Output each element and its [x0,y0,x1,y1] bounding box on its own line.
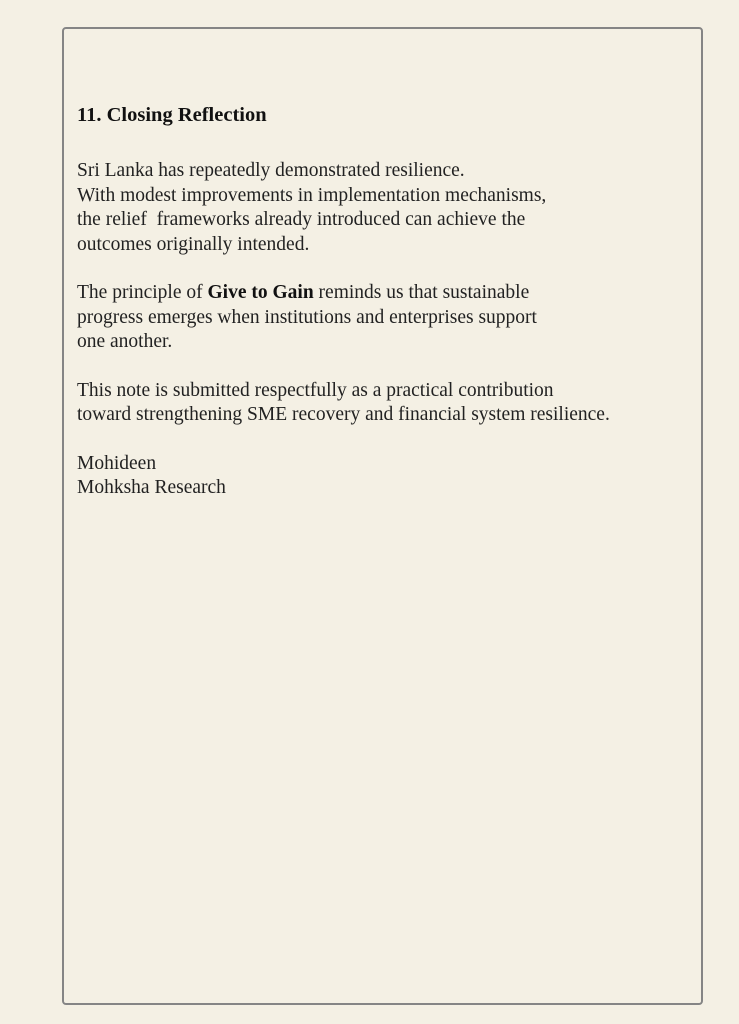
text-line: the relief frameworks already introduced can achieve the [77,209,526,230]
signature-block [77,452,691,501]
paragraph-submission-note [77,379,691,428]
signature-name: Mohideen [77,452,157,474]
text-line: With modest improvements in implementation mechanisms, [77,184,547,206]
text-line: This note is submitted respectfully as a practical contribution [77,379,554,401]
text-line: Sri Lanka has repeatedly demonstrated resilience. [77,160,465,181]
section-title: 11. Closing Reflection [77,104,267,126]
text-line [77,281,691,306]
paragraph-give-to-gain [77,281,691,355]
signature-organization: Mohksha Research [77,477,226,498]
paragraph-resilience [77,159,691,257]
text-line: one another. [77,331,173,352]
emphasis-give-to-gain: Give to Gain [207,282,314,303]
page-frame [62,27,703,1005]
text-line: outcomes originally intended. [77,233,310,255]
document-content [77,101,691,501]
text-line: toward strengthening SME recovery and financial system resilience. [77,404,610,425]
text-fragment: The principle of [77,282,208,303]
text-fragment: reminds us that sustainable [313,282,530,303]
text-line: progress emerges when institutions and enterprises support [77,306,537,328]
